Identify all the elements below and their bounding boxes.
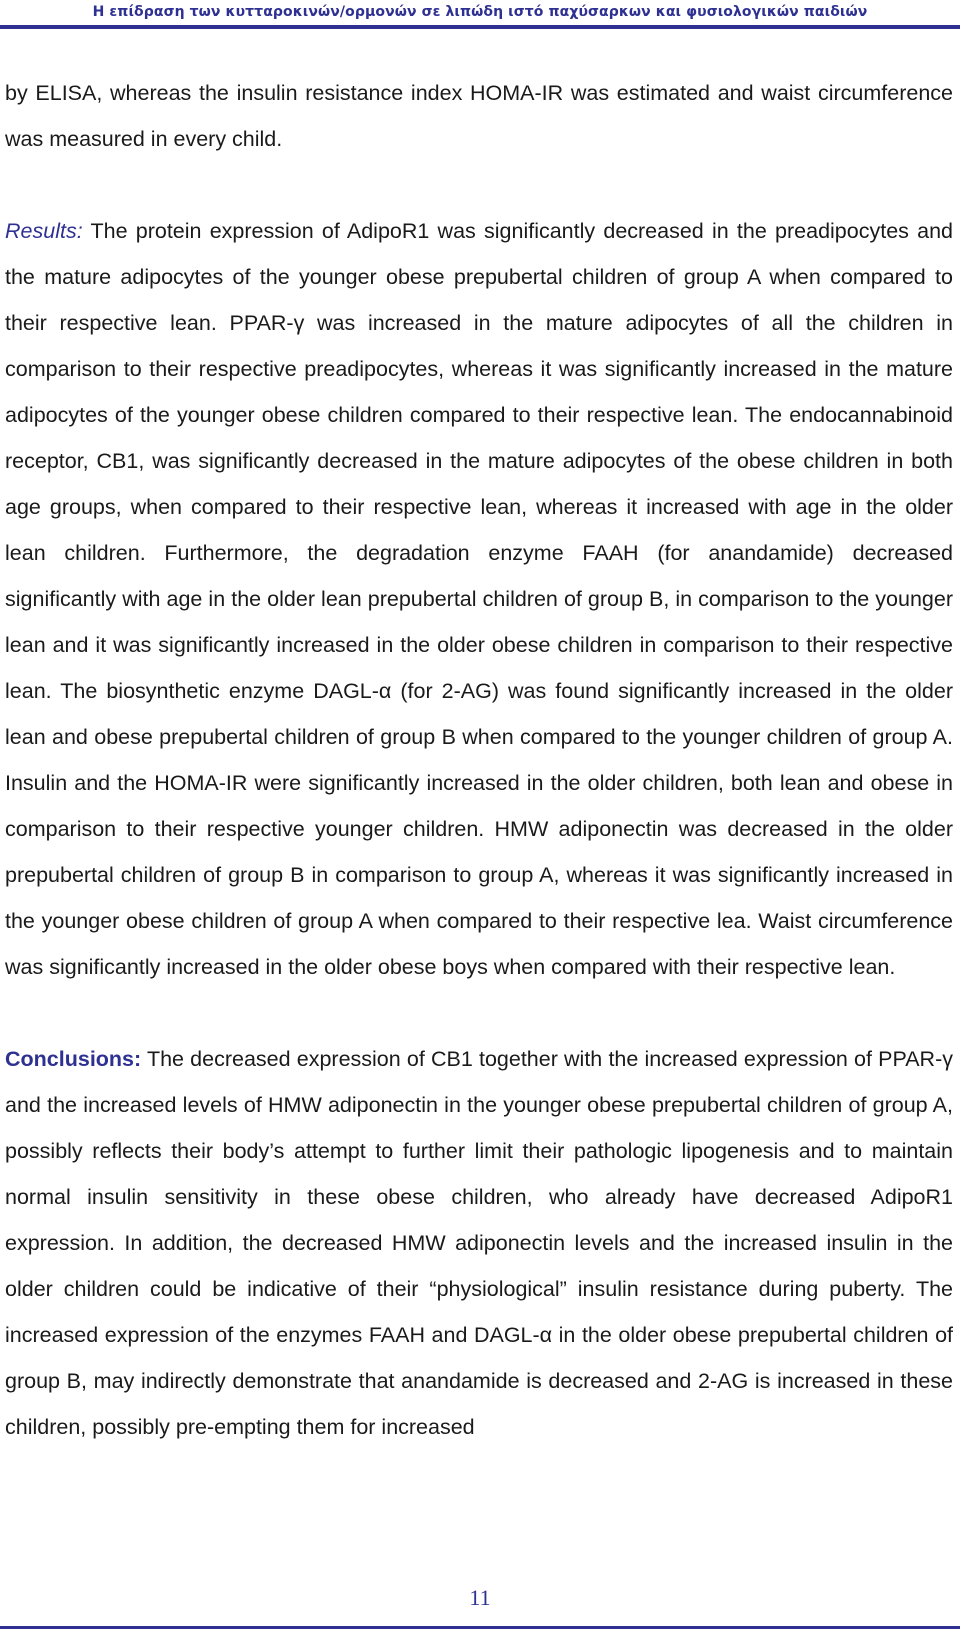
- page-number: 11: [469, 1585, 491, 1610]
- conclusions-paragraph: [5, 1036, 953, 1450]
- conclusions-heading: Conclusions:: [5, 1047, 142, 1071]
- results-text: The protein expression of AdipoR1 was significantly decreased in the preadipocytes and the mature adipocytes of the younger obese prepubertal children of group A when compared to their respective lean. PPAR-γ was increased in the mature adipocytes of all the children in comparison to their respective preadipocytes, whereas it was significantly increased in the mature adipocytes of the younger obese children compared to their respective lean. The endocannabinoid receptor, CB1, was significantly decreased in the mature adipocytes of the obese children in both age groups, when compared to their respective lean, whereas it increased with age in the older lean children. Furthermore, the degradation enzyme FAAH (for anandamide) decreased significantly with age in the older lean prepubertal children of group B, in comparison to the younger lean and it was significantly increased in the older obese children in comparison to their respective lean. The biosynthetic enzyme DAGL-α (for 2-AG) was found significantly increased in the older lean and obese prepubertal children of group B when compared to the younger children of group A. Insulin and the HOMA-IR were significantly increased in the older children, both lean and obese in comparison to their respective younger children. HMW adiponectin was decreased in the older prepubertal children of group B in comparison to group A, whereas it was significantly increased in the younger obese children of group A when compared to their respective lea. Waist circumference was significantly increased in the older obese boys when compared with their respective lean.: [5, 219, 953, 979]
- results-paragraph: [5, 208, 953, 990]
- footer-divider: [0, 1626, 960, 1629]
- results-heading: Results:: [5, 219, 83, 243]
- conclusions-text: The decreased expression of CB1 together with the increased expression of PPAR-γ and the increased levels of HMW adiponectin in the younger obese prepubertal children of group A, possibly reflects their body’s attempt to further limit their pathologic lipogenesis and to maintain normal insulin sensitivity in these obese children, who already have decreased AdipoR1 expression. In addition, the decreased HMW adiponectin levels and the increased insulin in the older children could be indicative of their “physiological” insulin resistance during puberty. The increased expression of the enzymes FAAH and DAGL-α in the older obese prepubertal children of group B, may indirectly demonstrate that anandamide is decreased and 2-AG is increased in these children, possibly pre-empting them for increased: [5, 1047, 953, 1439]
- intro-paragraph: by ELISA, whereas the insulin resistance index HOMA-IR was estimated and waist circumference was measured in every child.: [5, 81, 953, 151]
- page-header: [0, 0, 960, 32]
- header-divider: [0, 25, 960, 29]
- document-body: [5, 70, 953, 1450]
- page-footer: [0, 1585, 960, 1637]
- running-header-title: Η επίδραση των κυτταροκινών/ορμονών σε λιπώδη ιστό παχύσαρκων και φυσιολογικών παιδιών: [92, 4, 868, 20]
